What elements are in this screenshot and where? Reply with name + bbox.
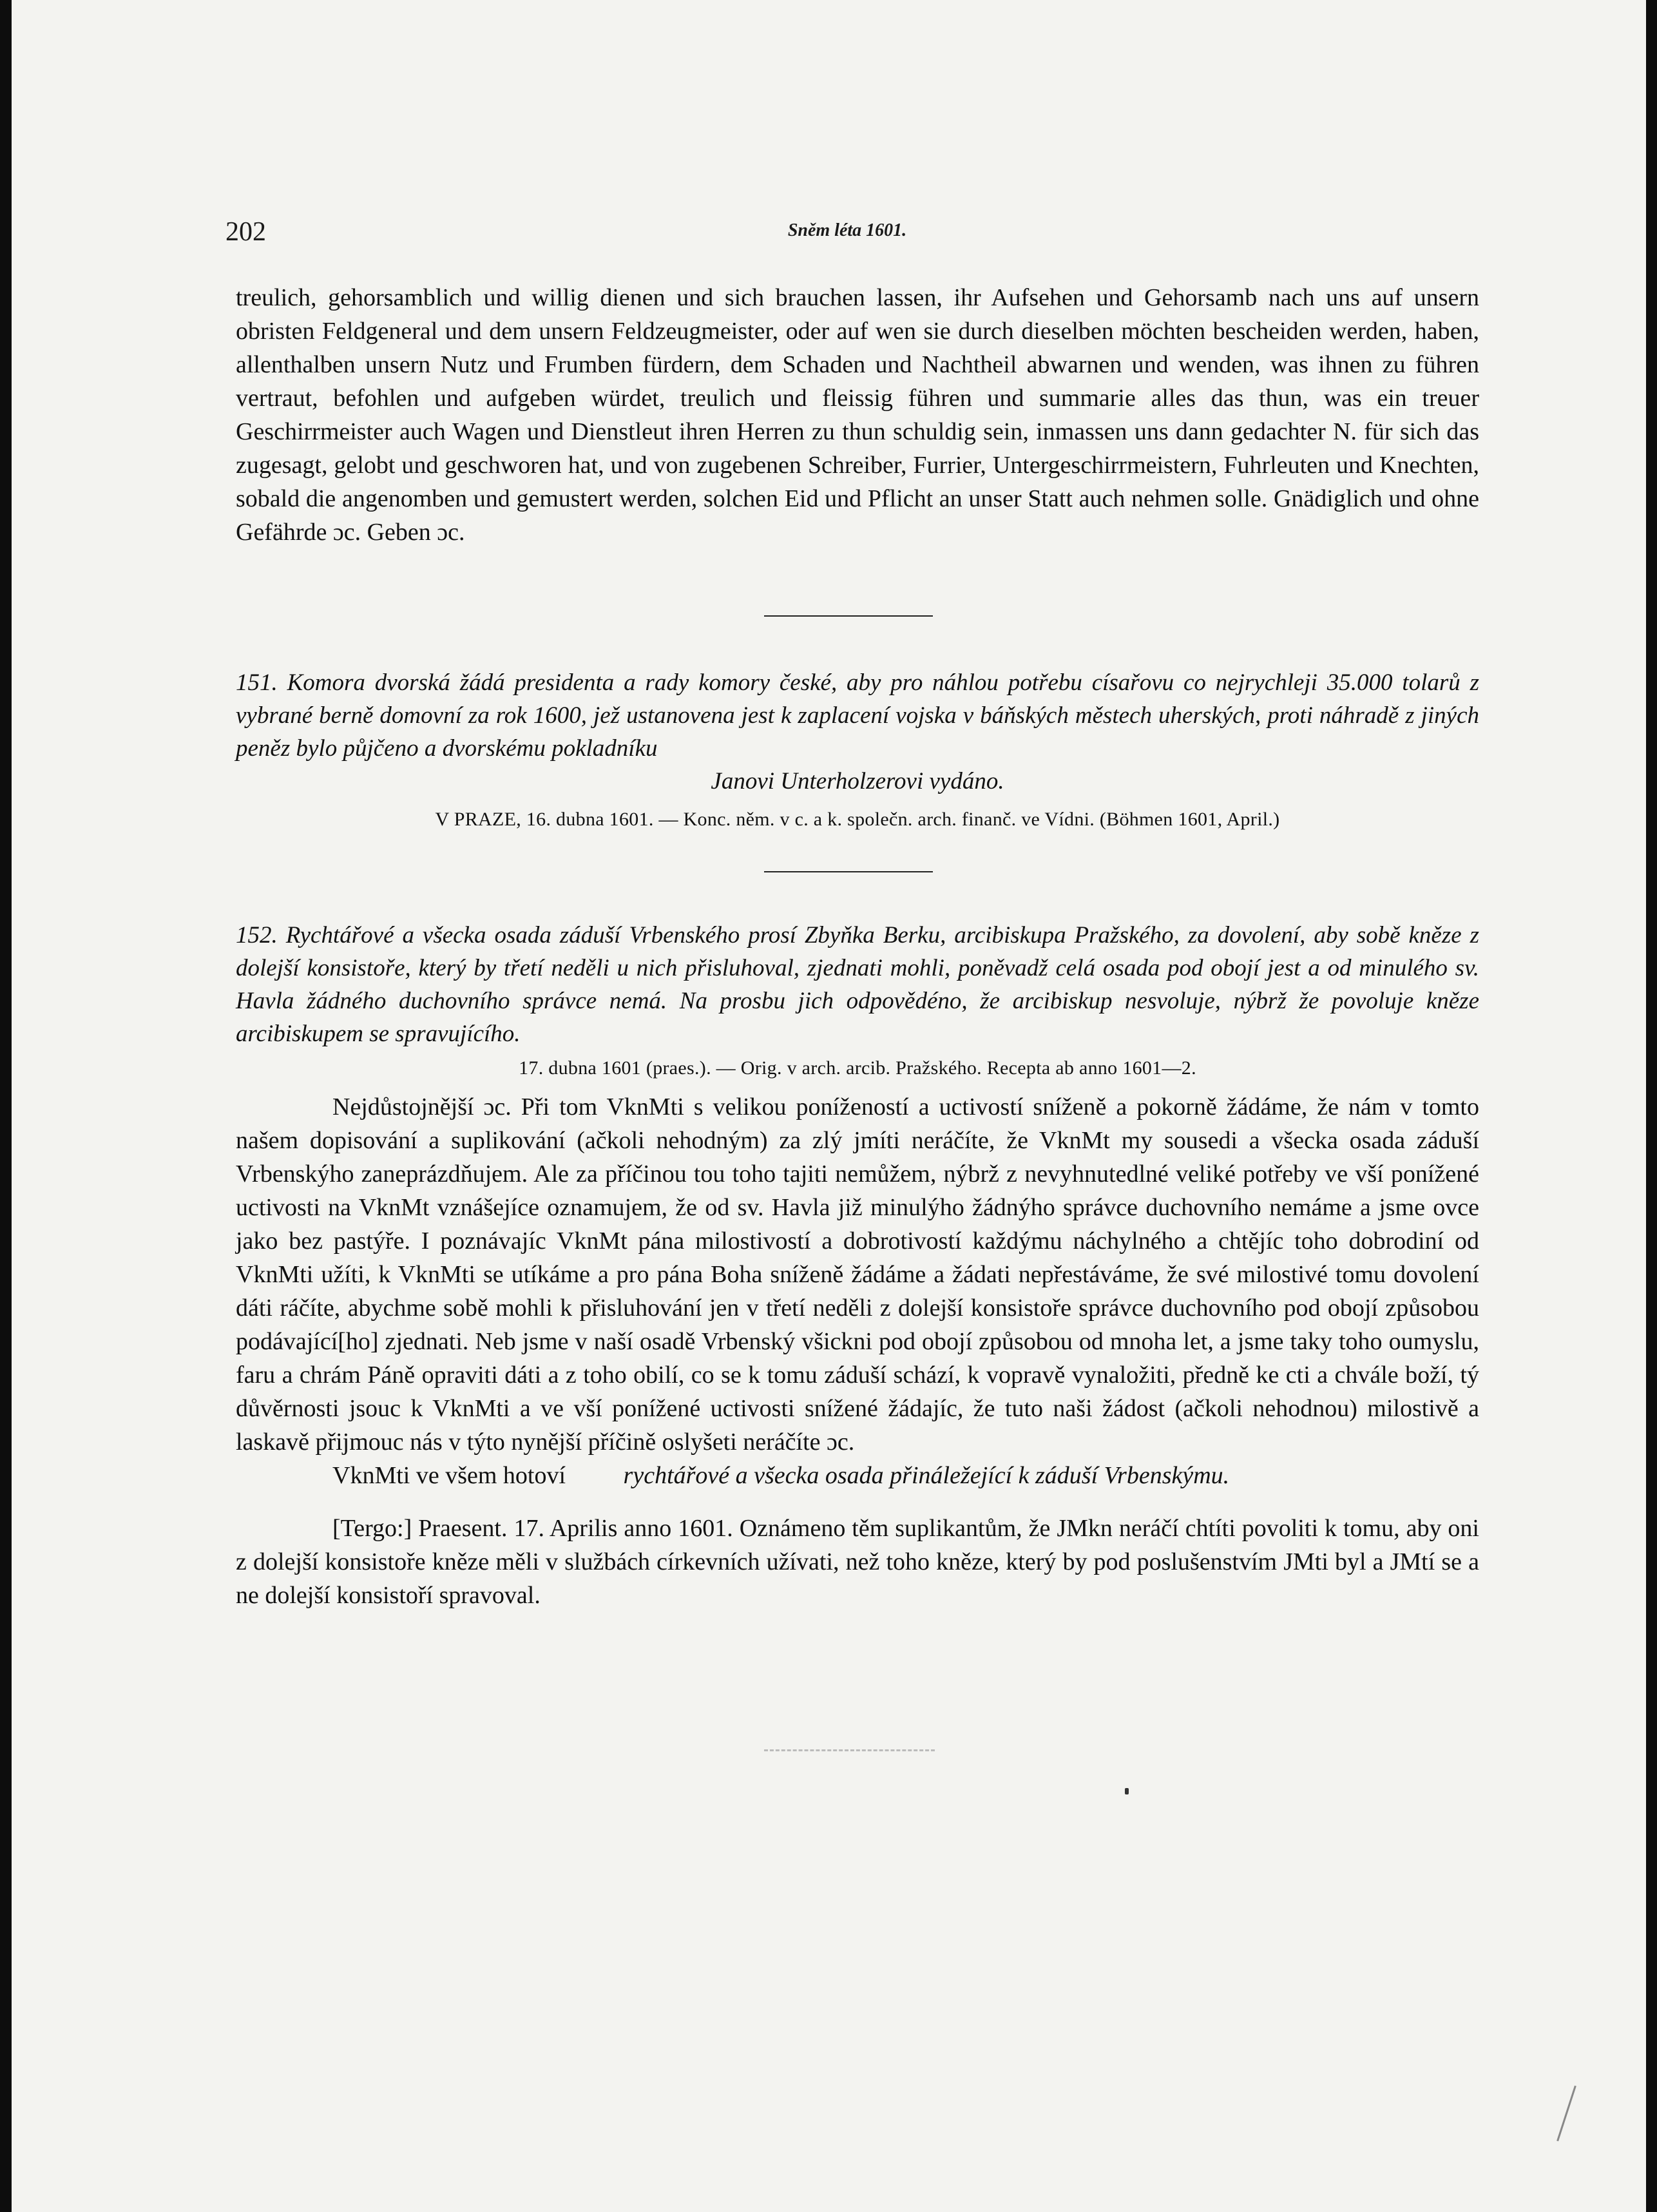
document-151-title: Komora dvorská žádá presidenta a rady komory české, aby pro náhlou potřebu císařovu co nejrychleji 35.000 tolarů z vybrané berně domovní za rok 1600, jež ustanovena jest k zaplacení vojska v báňských městech uherských, proti náhradě z jiných peněz bylo půjčeno a dvorskému pokladníku	[236, 669, 1480, 762]
signature-left: VknMti ve všem hotoví	[332, 1462, 566, 1489]
section-divider	[764, 615, 933, 617]
section-divider	[764, 871, 933, 872]
document-151-source: V PRAZE, 16. dubna 1601. — Konc. něm. v c. a k. společn. arch. finanč. ve Vídni. (Böhmen 1601, April.)	[435, 809, 1280, 830]
faint-divider	[764, 1749, 935, 1751]
document-151-number: 151.	[236, 669, 278, 696]
document-152-number: 152.	[236, 922, 278, 948]
document-151-heading	[236, 666, 1479, 798]
document-152	[236, 919, 1479, 1612]
document-151-title-last-line: Janovi Unterholzerovi vydáno.	[711, 768, 1004, 794]
signature-right: rychtářové a všecka osada přináležející k záduší Vrbenskýmu.	[623, 1462, 1230, 1489]
document-151	[236, 666, 1479, 832]
document-152-tergo: [Tergo:] Praesent. 17. Aprilis anno 1601. Oznámeno těm suplikantům, že JMkn neráčí chtíti povoliti k tomu, aby oni z dolejší konsistoře kněze měli v službách církevních užívati, než toho kněze, který by pod poslušenstvím JMti byl a JMtí se a ne dolejší konsistoří spravoval.	[236, 1515, 1479, 1609]
ink-speck	[1125, 1788, 1129, 1794]
pencil-mark	[1556, 2086, 1576, 2142]
document-152-body: Nejdůstojnější ɔc. Při tom VknMti s velikou ponížeností a uctivostí sníženě a pokorně žádáme, že nám v tomto našem dopisování a suplikování (ačkoli nehodným) za zlý jmíti neráčíte, že VknMt my sousedi a všecka osada záduší Vrbenskýho zaneprázdňujem. Ale za příčinou tou toho tajiti nemůžem, nýbrž z nevyhnutedlné veliké potřeby ve vší ponížené uctivosti na VknMt vznášejíce oznamujem, že od sv. Havla již minulýho žádnýho správce duchovního nemáme a jsme ovce jako bez pastýře. I poznávajíc VknMt pána milostivostí a dobrotivostí každýmu náchylného a chtějíc toho dobrodiní od VknMti užíti, k VknMti se utíkáme a pro pána Boha sníženě žádáme a žádati nepřestáváme, že své milostivé tomu dovolení dáti ráčíte, abychme sobě mohli k přisluhování jen v třetí neděli z dolejší konsistoře správce duchovního pod obojí způsobou podávající[ho] zjednati. Neb jsme v naší osadě Vrbenský všickni pod obojí způsobou od mnoha let, a jsme taky toho oumyslu, faru a chrám Páně opraviti dáti a z toho obilí, co se k tomu záduší schází, k vopravě vynaložiti, předně ke cti a chvále boží, tý důvěrnosti jsouc k VknMti a ve vší ponížené uctivosti snížené žádajíc, že tuto naši žádost (ačkoli nehodnou) milostivě a laskavě přijmouc nás v týto nynější příčině oslyšeti neráčíte ɔc.	[236, 1093, 1479, 1456]
page-header	[225, 216, 1469, 255]
continuation-paragraph-block	[236, 281, 1479, 549]
page-number: 202	[225, 217, 266, 247]
continuation-paragraph: treulich, gehorsamblich und willig dienen und sich brauchen lassen, ihr Aufsehen und Gehorsamb nach uns auf unsern obristen Feldgeneral und dem unsern Feldzeugmeister, oder auf wen sie durch dieselben möchten bescheiden werden, haben, allenthalben unsern Nutz und Frumben fürdern, dem Schaden und Nachtheil abwarnen und wenden, was ihnen zu führen vertraut, befohlen und aufgeben würdet, treulich und fleissig führen und summarie alles das thun, was ein treuer Geschirrmeister auch Wagen und Dienstleut ihren Herren zu thun schuldig sein, inmassen uns dann gedachter N. für sich das zugesagt, gelobt und geschworen hat, und von zugebenen Schreiber, Furrier, Untergeschirrmeistern, Fuhrleuten und Knechten, sobald die angenomben und gemustert werden, solchen Eid und Pflicht an unser Statt auch nehmen solle. Gnädiglich und ohne Gefährde ɔc. Geben ɔc.	[236, 284, 1479, 546]
document-152-signature	[236, 1459, 1479, 1492]
page	[12, 0, 1646, 2212]
document-152-source: 17. dubna 1601 (praes.). — Orig. v arch. arcib. Pražského. Recepta ab anno 1601—2.	[519, 1057, 1196, 1079]
document-152-heading	[236, 919, 1479, 1050]
running-title: Sněm léta 1601.	[787, 220, 907, 240]
document-152-title: Rychtářové a všecka osada záduší Vrbenského prosí Zbyňka Berku, arcibiskupa Pražského, za dovolení, aby sobě kněze z dolejší konsistoře, který by třetí neděli u nich přisluhoval, zjednati mohli, poněvadž celá osada pod obojí jest a od minulého sv. Havla žádného duchovního správce nemá. Na prosbu jich odpovědéno, že arcibiskup nesvoluje, nýbrž že povoluje kněze arcibiskupem se spravujícího.	[236, 922, 1479, 1047]
